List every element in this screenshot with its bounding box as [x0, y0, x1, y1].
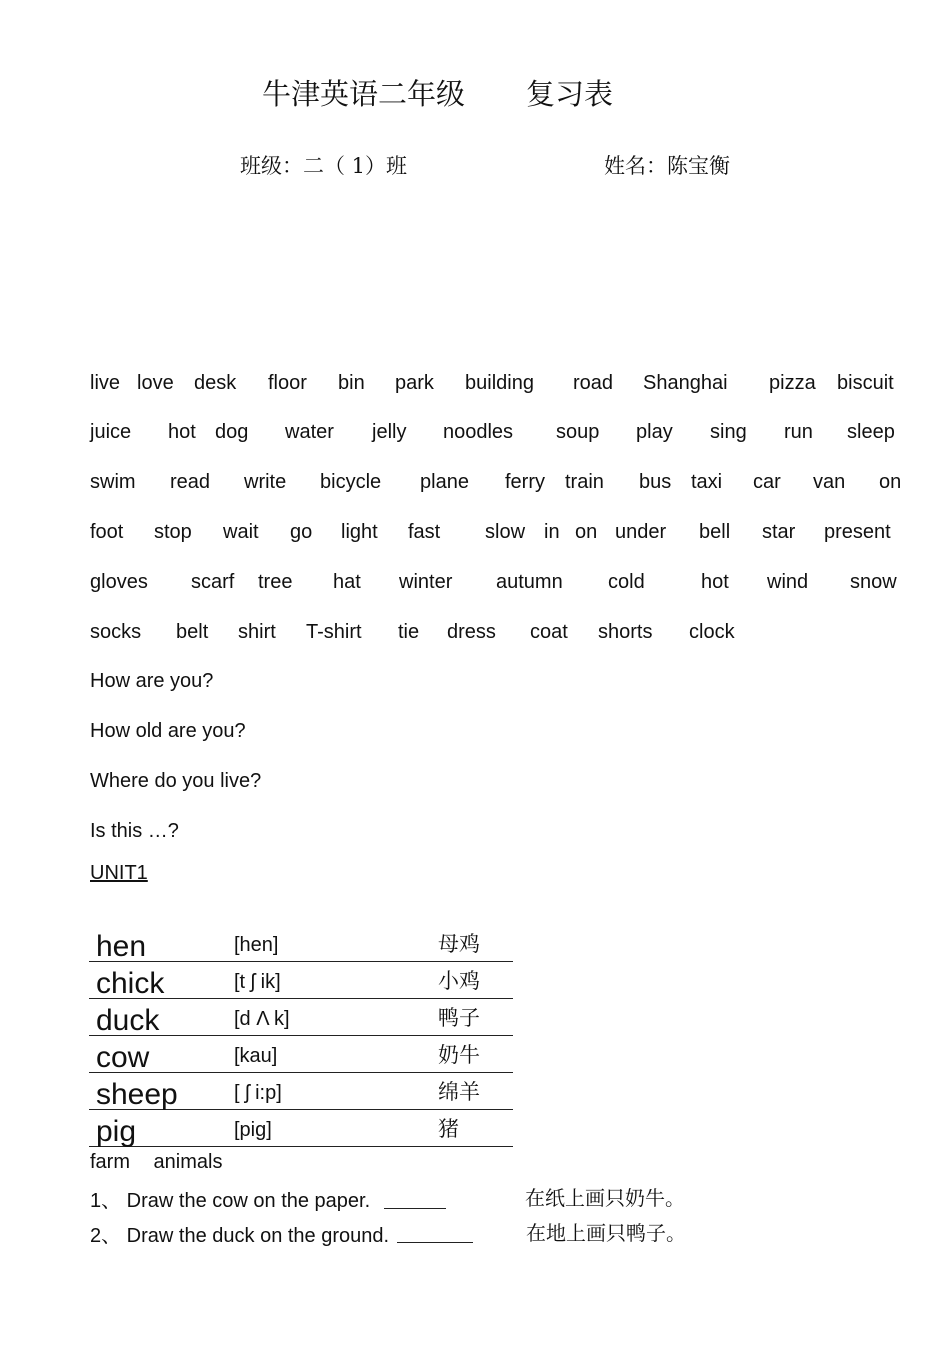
word: bicycle	[320, 471, 382, 493]
class-label: 班级：二（ 1）班	[240, 154, 408, 178]
word: water	[285, 421, 334, 443]
word: soup	[556, 421, 600, 443]
word: Shanghai	[643, 372, 728, 394]
word: dog	[215, 421, 249, 443]
vocab-chinese: 绵羊	[438, 1080, 480, 1104]
word: fast	[408, 521, 441, 543]
word: ferry	[505, 471, 545, 493]
instruction-2: 2、 Draw the duck on the ground.	[90, 1225, 390, 1247]
word: slow	[485, 521, 526, 543]
word: wait	[223, 521, 259, 543]
vocab-chinese: 奶牛	[438, 1043, 480, 1067]
word: winter	[399, 571, 453, 593]
word: on	[879, 471, 902, 493]
vocab-english: sheep	[96, 1078, 178, 1111]
word: floor	[268, 372, 307, 394]
word: foot	[90, 521, 124, 543]
word: bell	[699, 521, 731, 543]
word: read	[170, 471, 211, 493]
vocab-phonetic: [t ʃ ik]	[234, 971, 281, 993]
vocab-phonetic: [ ʃ i:p]	[234, 1082, 282, 1104]
sentence: Is this …?	[90, 820, 179, 842]
word: bus	[639, 471, 672, 493]
sentence: How are you?	[90, 670, 214, 692]
vocab-row	[89, 1110, 513, 1147]
word: train	[565, 471, 604, 493]
word: scarf	[191, 571, 235, 593]
vocab-chinese: 小鸡	[438, 969, 480, 993]
word: on	[575, 521, 598, 543]
word: run	[784, 421, 813, 443]
vocab-chinese: 母鸡	[438, 932, 480, 956]
word: present	[824, 521, 891, 543]
word: sing	[710, 421, 747, 443]
word: clock	[689, 621, 735, 643]
vocab-row	[89, 962, 513, 999]
word: van	[813, 471, 846, 493]
instruction-1-chinese: 在纸上画只奶牛。	[525, 1186, 685, 1210]
vocab-english: cow	[96, 1041, 150, 1074]
word: belt	[176, 621, 209, 643]
word: car	[753, 471, 781, 493]
instruction-1: 1、 Draw the cow on the paper.	[90, 1190, 371, 1212]
word: gloves	[90, 571, 148, 593]
unit-title: UNIT1	[90, 862, 148, 884]
word: desk	[194, 372, 237, 394]
word: play	[636, 421, 673, 443]
word: love	[137, 372, 174, 394]
word: noodles	[443, 421, 514, 443]
sentence: How old are you?	[90, 720, 246, 742]
word: hat	[333, 571, 361, 593]
word: park	[395, 372, 434, 394]
word: light	[341, 521, 378, 543]
word: biscuit	[837, 372, 894, 394]
vocab-chinese: 鸭子	[438, 1006, 480, 1030]
vocab-row	[89, 1073, 513, 1110]
word: socks	[90, 621, 142, 643]
vocab-phonetic: [d Λ k]	[234, 1008, 290, 1030]
word: autumn	[496, 571, 563, 593]
farm-animals-label: farm animals	[90, 1151, 223, 1173]
word: snow	[850, 571, 897, 593]
word: cold	[608, 571, 645, 593]
word: T-shirt	[306, 621, 362, 643]
word: jelly	[372, 421, 407, 443]
vocab-english: chick	[96, 967, 165, 1000]
word: sleep	[847, 421, 895, 443]
vocab-english: duck	[96, 1004, 160, 1037]
answer-underline	[397, 1242, 473, 1243]
word: tree	[258, 571, 293, 593]
word: dress	[447, 621, 496, 643]
word: swim	[90, 471, 136, 493]
word: plane	[420, 471, 469, 493]
vocab-row	[89, 925, 513, 962]
word: building	[465, 372, 534, 394]
word: road	[573, 372, 614, 394]
vocab-row	[89, 999, 513, 1036]
word: hot	[701, 571, 729, 593]
sentence: Where do you live?	[90, 770, 262, 792]
word: under	[615, 521, 667, 543]
vocab-english: hen	[96, 930, 147, 963]
vocab-phonetic: [hen]	[234, 934, 279, 956]
word: live	[90, 372, 121, 394]
instruction-2-chinese: 在地上画只鸭子。	[526, 1221, 686, 1245]
word: juice	[90, 421, 132, 443]
word: wind	[767, 571, 809, 593]
answer-underline	[384, 1208, 446, 1209]
vocab-english: pig	[96, 1115, 137, 1148]
word: go	[290, 521, 313, 543]
word: hot	[168, 421, 196, 443]
name-label: 姓名：陈宝衡	[604, 154, 730, 178]
word: pizza	[769, 372, 816, 394]
page-title: 牛津英语二年级	[262, 77, 466, 111]
word: stop	[154, 521, 192, 543]
word: shirt	[238, 621, 276, 643]
word: bin	[338, 372, 365, 394]
vocab-phonetic: [pig]	[234, 1119, 272, 1141]
vocab-table	[89, 925, 513, 1147]
word: in	[544, 521, 560, 543]
word: taxi	[691, 471, 723, 493]
page-subtitle: 复习表	[526, 77, 614, 111]
vocab-chinese: 猪	[438, 1117, 459, 1141]
word: write	[244, 471, 287, 493]
vocab-phonetic: [kau]	[234, 1045, 278, 1067]
word: star	[762, 521, 796, 543]
word: tie	[398, 621, 420, 643]
word: coat	[530, 621, 568, 643]
vocab-row	[89, 1036, 513, 1073]
word: shorts	[598, 621, 653, 643]
